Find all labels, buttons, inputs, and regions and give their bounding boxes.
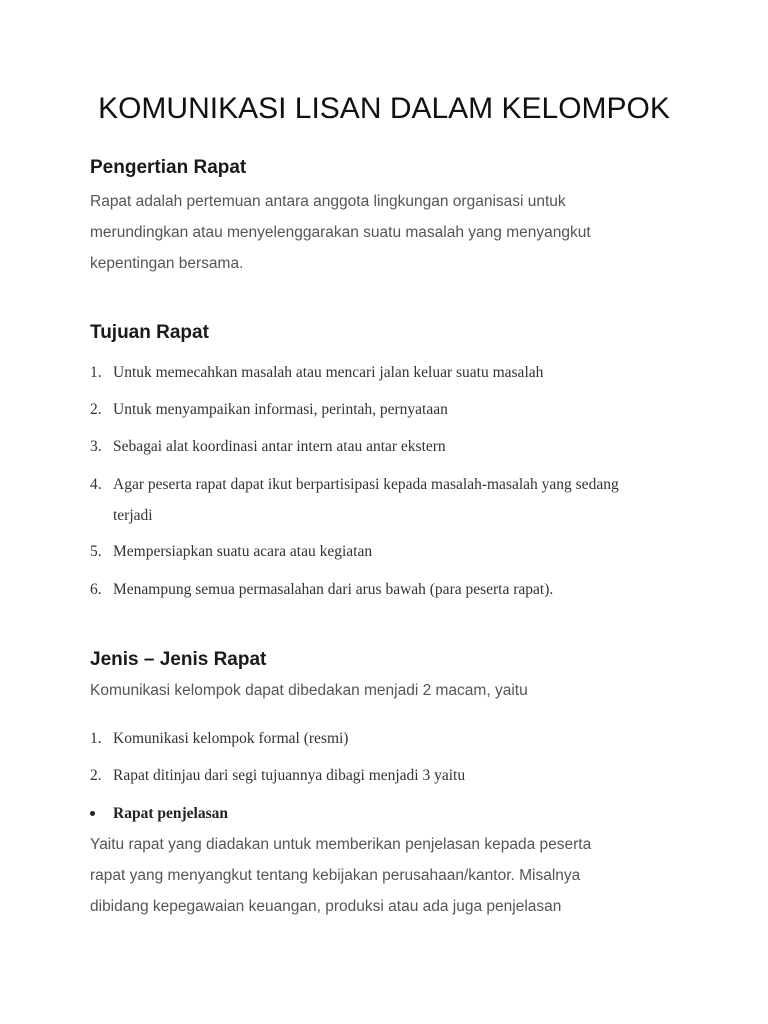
list-item bbox=[90, 431, 690, 462]
list-item bbox=[90, 574, 690, 605]
list-number: 1. bbox=[90, 730, 102, 747]
list-number: 4. bbox=[90, 476, 102, 493]
list-number: 2. bbox=[90, 767, 102, 784]
paragraph-jenis-intro: Komunikasi kelompok dapat dibedakan menjadi 2 macam, yaitu bbox=[90, 682, 528, 699]
paragraph-line: merundingkan atau menyelenggarakan suatu masalah yang menyangkut bbox=[90, 224, 591, 241]
list-text: Untuk menyampaikan informasi, perintah, pernyataan bbox=[113, 401, 448, 418]
list-number: 6. bbox=[90, 581, 102, 598]
list-text: Agar peserta rapat dapat ikut berpartisipasi kepada masalah-masalah yang sedang bbox=[113, 476, 619, 493]
paragraph-line: rapat yang menyangkut tentang kebijakan perusahaan/kantor. Misalnya bbox=[90, 867, 581, 884]
list-number: 2. bbox=[90, 401, 102, 418]
paragraph-rapat-penjelasan bbox=[90, 829, 690, 922]
section-heading-tujuan: Tujuan Rapat bbox=[90, 322, 209, 343]
list-text: terjadi bbox=[113, 507, 153, 524]
paragraph-line: kepentingan bersama. bbox=[90, 255, 244, 272]
list-text: Rapat ditinjau dari segi tujuannya dibagi menjadi 3 yaitu bbox=[113, 767, 466, 784]
paragraph-line: dibidang kepegawaian keuangan, produksi atau ada juga penjelasan bbox=[90, 898, 562, 915]
list-item bbox=[90, 760, 690, 791]
paragraph-line: Yaitu rapat yang diadakan untuk memberikan penjelasan kepada peserta bbox=[90, 836, 592, 853]
section-heading-jenis: Jenis – Jenis Rapat bbox=[90, 649, 267, 670]
list-number: 1. bbox=[90, 364, 102, 381]
list-text: Komunikasi kelompok formal (resmi) bbox=[113, 730, 349, 747]
list-item bbox=[90, 536, 690, 567]
bullet-text: Rapat penjelasan bbox=[113, 805, 228, 822]
bullet-dot-icon bbox=[90, 811, 95, 816]
list-number: 5. bbox=[90, 543, 102, 560]
paragraph-line: Rapat adalah pertemuan antara anggota lingkungan organisasi untuk bbox=[90, 193, 566, 210]
list-text: Untuk memecahkan masalah atau mencari jalan keluar suatu masalah bbox=[113, 364, 544, 381]
document-title: KOMUNIKASI LISAN DALAM KELOMPOK bbox=[98, 92, 670, 125]
bullet-item bbox=[90, 802, 690, 826]
list-item bbox=[90, 394, 690, 425]
list-item bbox=[90, 469, 690, 531]
list-number: 3. bbox=[90, 438, 102, 455]
list-item bbox=[90, 723, 690, 754]
list-text: Mempersiapkan suatu acara atau kegiatan bbox=[113, 543, 373, 560]
section-heading-pengertian: Pengertian Rapat bbox=[90, 157, 247, 178]
list-item bbox=[90, 357, 690, 388]
paragraph-pengertian bbox=[90, 186, 690, 279]
list-text: Menampung semua permasalahan dari arus bawah (para peserta rapat). bbox=[113, 581, 554, 598]
list-text: Sebagai alat koordinasi antar intern atau antar ekstern bbox=[113, 438, 446, 455]
